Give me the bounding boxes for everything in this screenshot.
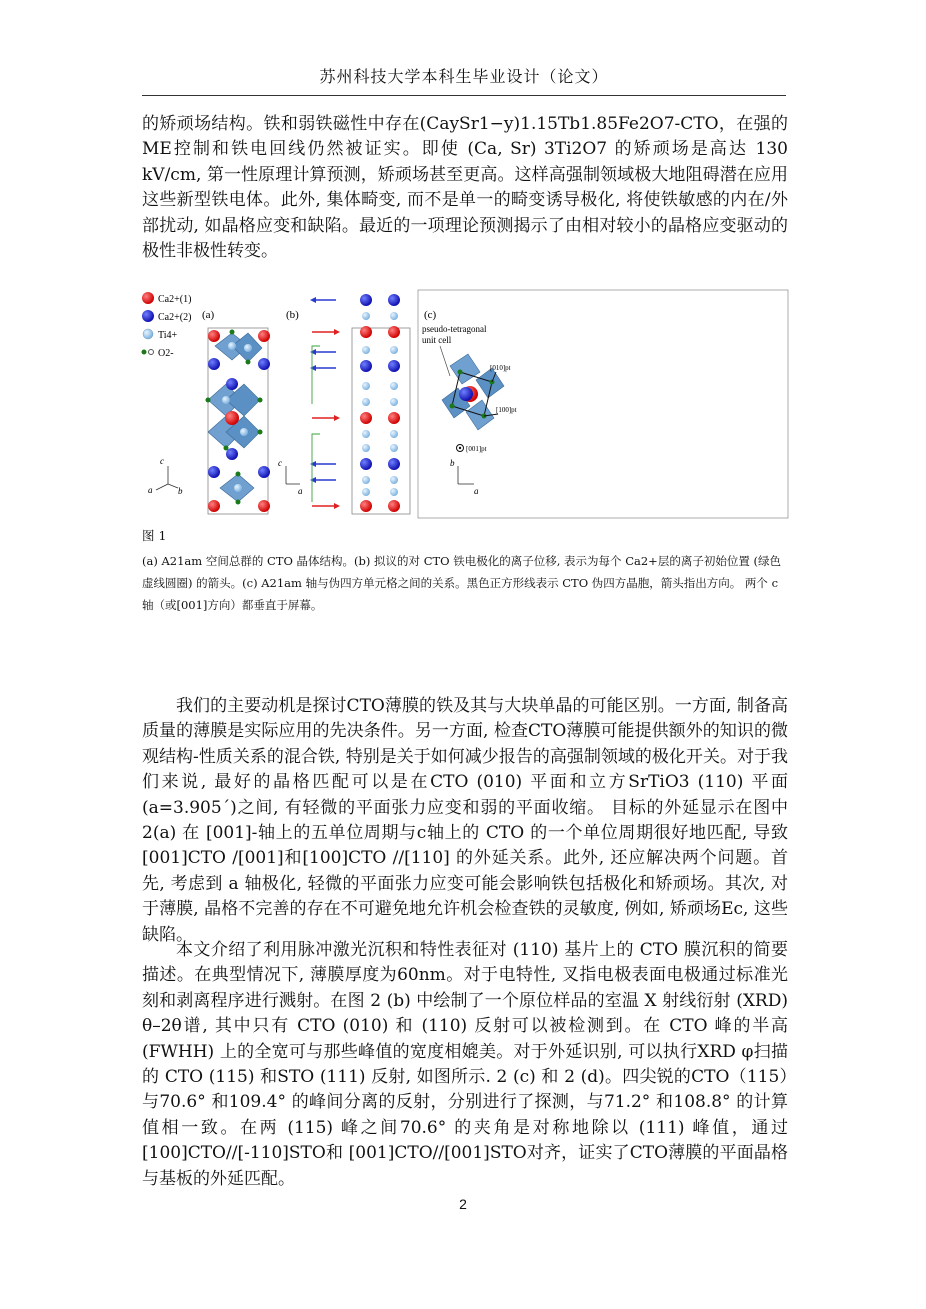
dir-100-label: [100]pt [496,406,517,414]
octahedron-c [450,354,480,384]
ti-legend-marker [143,329,153,339]
cell-label-line2: unit cell [422,335,452,345]
axes-c [458,466,474,484]
axis-b-label-c: b [450,458,455,468]
ca-center-blue [459,387,473,401]
axis-c-label-b: c [278,458,282,468]
body-paragraph-1: 我们的主要动机是探讨CTO薄膜的铁及其与大块单晶的可能区别。一方面, 制备高质量的薄膜是实际应用的先决条件。另一方面, 检查CTO薄膜可能提供额外的知识的微观结构-性质关系的混合铁, 特别是关于如何减少报告的高强制领域的极化开关。对于我们来说, 最好的晶格匹配可以是在CTO (010) 平面和立方SrTiO3 (110) 平面(a=3.905´)之间, 有轻微的平面张力应变和弱的平面收缩。 目标的外延显示在图中2(a) 在 [001]-轴上的五单位周期与c轴上的 CTO 的一个单位周期很好地匹配, 导致[001]CTO /[001]和[100]CTO //[110] 的外延关系。此外, 还应解决两个问题。首先, 考虑到 a 轴极化, 轻微的平面张力应变可能会影响铁包括极化和矫顽场。其次, 对于薄膜, 晶格不完善的存在不可避免地允许机会检查铁的灵敏度, 例如, 矫顽场Ec, 这些缺陷。 [142,696,788,945]
panel-b-structure [278,294,410,514]
intro-paragraph: 的矫顽场结构。铁和弱铁磁性中存在(CaySr1−y)1.15Tb1.85Fe2O7-CTO，在强的ME控制和铁电回线仍然被证实。即使 (Ca, Sr) 3Ti2O7 的矫顽场是高达 130 kV/cm, 第一性原理计算预测，矫顽场甚至更高。这样高强制领域极大地阻碍潜在应用这些新型铁电体。此外, 集体畸变, 而不是单一的畸变诱导极化, 将使铁敏感的内在/外部扰动, 如晶格应变和缺陷。最近的一项理论预测揭示了由相对较小的晶格应变驱动的极性非极性转变。 [142,114,788,262]
figure-legend [142,292,192,359]
axis-a-label-a: a [148,485,153,495]
figure-label: 图 1 [142,528,167,543]
o-legend-marker-1 [142,350,147,355]
panel-b-label: (b) [286,309,299,321]
figure-caption: (a) A21am 空间总群的 CTO 晶体结构。(b) 拟议的对 CTO 铁电极化的离子位移, 表示为每个 Ca2+层的离子初始位置 (绿色虚线圆圈) 的箭头。(c) A21am 轴与伪四方单元格之间的关系。黑色正方形线表示 CTO 伪四方晶胞，箭头指出方向。 两个 c 轴（或[001]方向）都垂直于屏幕。 [142,554,781,612]
axis-b-label-a: b [178,486,183,496]
displacement-arrows [310,297,340,509]
o-legend-marker-2 [149,350,154,355]
cell-label-line1: pseudo-tetragonal [422,324,487,334]
pointer-line [440,346,450,376]
panel-c-structure [440,346,517,496]
dir-010-label: [010]pt [490,364,511,372]
axes-b [286,466,300,484]
body-paragraph-2: 本文介绍了利用脉冲激光沉积和特性表征对 (110) 基片上的 CTO 膜沉积的简要描述。在典型情况下, 薄膜厚度为60nm。对于电特性, 叉指电极表面电极通过标准光刻和剥离程序进行溅射。在图 2 (b) 中绘制了一个原位样品的室温 X 射线衍射 (XRD) θ–2θ谱, 其中只有 CTO (010) 和 (110) 反射可以被检测到。在 CTO 峰的半高 (FWHH) 上的全宽可与那些峰值的宽度相媲美。对于外延识别, 可以执行XRD φ扫描的 CTO (115) 和STO (111) 反射, 如图所示. 2 (c) 和 2 (d)。四尖锐的CTO（115）与70.6° 和109.4° 的峰间分离的反射，分别进行了探测，与71.2° 和108.8° 的计算值相一致。在两 (115) 峰之间70.6° 的夹角是对称地除以 (111) 峰值，通过 [100]CTO//[-110]STO和 [001]CTO//[001]STO对齐，证实了CTO薄膜的平面晶格与基板的外延匹配。 [142,940,788,1189]
page-header: 苏州科技大学本科生毕业设计（论文） [142,64,786,96]
dir-001-label: [001]pt [466,445,487,453]
crystal-structure-figure [140,288,800,520]
axis-a-label-b: a [298,486,303,496]
page-number: 2 [459,1196,467,1212]
axis-a-label-c: a [474,486,479,496]
legend-ca2: Ca2+(2) [158,312,192,323]
axis-c-label-a: c [160,456,164,466]
axes-a [156,466,178,490]
legend-o: O2- [158,348,174,359]
dir-001-dot [459,447,461,449]
ca1-legend-marker [142,292,154,304]
legend-ti: Ti4+ [158,330,178,341]
ca2-legend-marker [142,310,154,322]
panel-a-label: (a) [202,309,215,321]
panel-c-label: (c) [424,309,437,321]
cell-box-b [352,328,410,514]
legend-ca1: Ca2+(1) [158,294,192,305]
